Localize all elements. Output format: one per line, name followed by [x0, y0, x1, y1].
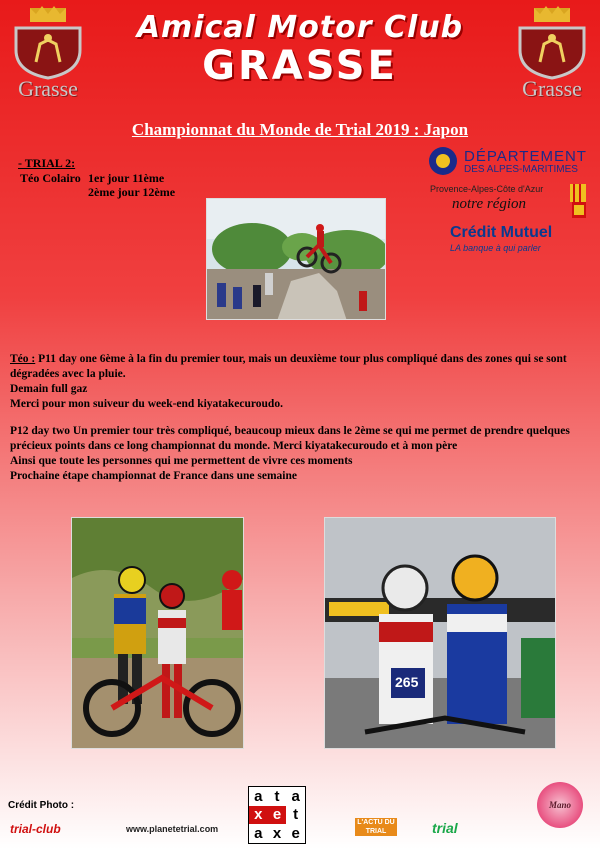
- sponsor-department-logo: [428, 146, 588, 176]
- tatax-letter: x: [249, 806, 268, 825]
- crest-label: Grasse: [18, 76, 78, 101]
- championship-title: Championnat du Monde de Trial 2019 : Japon: [131, 120, 469, 139]
- logo-trial-magazine: trial: [432, 820, 458, 836]
- region-crest-icon: [572, 202, 586, 218]
- report-paragraph-1: [10, 352, 590, 412]
- tatax-letter: a: [291, 787, 300, 805]
- logo-planete-trial: www.planetetrial.com: [126, 824, 219, 834]
- sponsor-bank-logo: [446, 224, 586, 254]
- grasse-crest-right: [512, 6, 592, 102]
- report-paragraph-2: [10, 424, 590, 484]
- logo-tatax: [248, 786, 306, 844]
- crest-icon: [8, 6, 88, 80]
- crest-label: Grasse: [522, 76, 582, 101]
- rider-name: Téo Colairo: [20, 171, 81, 185]
- category-label: - TRIAL 2:: [18, 156, 76, 170]
- logo-actu-trial: L'ACTU DU TRIAL: [355, 818, 397, 836]
- photo-riders-forest: [71, 517, 244, 749]
- report-rider-label: Téo :: [10, 353, 36, 365]
- photo-trial-rock: [206, 198, 386, 320]
- logo-mano: Mano: [537, 782, 583, 828]
- report-day2-text: P12 day two Un premier tour très compliqué, beaucoup mieux dans le 2ème se qui me permet de prendre quelques précieux points dans ce long championnat du monde. Merci kiyatakecuroudo et à mon père: [10, 425, 570, 452]
- bank-tagline: LA banque à qui parler: [450, 243, 541, 253]
- department-emblem-icon: [428, 146, 458, 176]
- tatax-letter: t: [274, 787, 280, 805]
- tatax-letter: e: [291, 825, 300, 843]
- tatax-letter: x: [272, 825, 282, 843]
- tatax-letter: t: [293, 806, 299, 824]
- result-day1: 1er jour 11ème: [88, 171, 165, 185]
- rider-bib-number: 265: [395, 674, 419, 690]
- result-day2: 2ème jour 12ème: [88, 185, 176, 199]
- club-title-line2: GRASSE: [202, 43, 398, 89]
- region-tagline: notre région: [452, 196, 527, 212]
- bank-name: Crédit Mutuel: [450, 224, 553, 241]
- photo-riders-paddock: [324, 517, 556, 749]
- sponsor-region-logo: [428, 184, 588, 218]
- crest-icon: [512, 6, 592, 80]
- grasse-crest-left: [8, 6, 88, 102]
- report-day2-line2: Ainsi que toute les personnes qui me permettent de vivre ces moments: [10, 455, 353, 467]
- logo-trial-club: trial-club: [10, 822, 61, 836]
- tatax-letter: a: [254, 825, 263, 843]
- club-title: [100, 10, 500, 89]
- photo-credit-label: Crédit Photo :: [8, 800, 75, 811]
- department-subname: DES ALPES-MARITIMES: [464, 164, 578, 175]
- club-title-line1: Amical Motor Club: [136, 10, 464, 45]
- report-day1-line2: Demain full gaz: [10, 383, 88, 395]
- report-day1-line3: Merci pour mon suiveur du week-end kiyatakecuroudo.: [10, 398, 283, 410]
- tatax-letter: e: [268, 806, 287, 825]
- department-name: DÉPARTEMENT: [464, 148, 587, 165]
- report-day1-text: P11 day one 6ème à la fin du premier tour, mais un deuxième tour plus compliqué dans des zones qui se sont dégradées avec la pluie.: [10, 353, 567, 380]
- tatax-letter: a: [254, 787, 263, 805]
- region-name: Provence-Alpes-Côte d'Azur: [430, 184, 544, 194]
- report-day2-line3: Prochaine étape championnat de France dans une semaine: [10, 470, 297, 482]
- region-flag-icon: [570, 184, 586, 202]
